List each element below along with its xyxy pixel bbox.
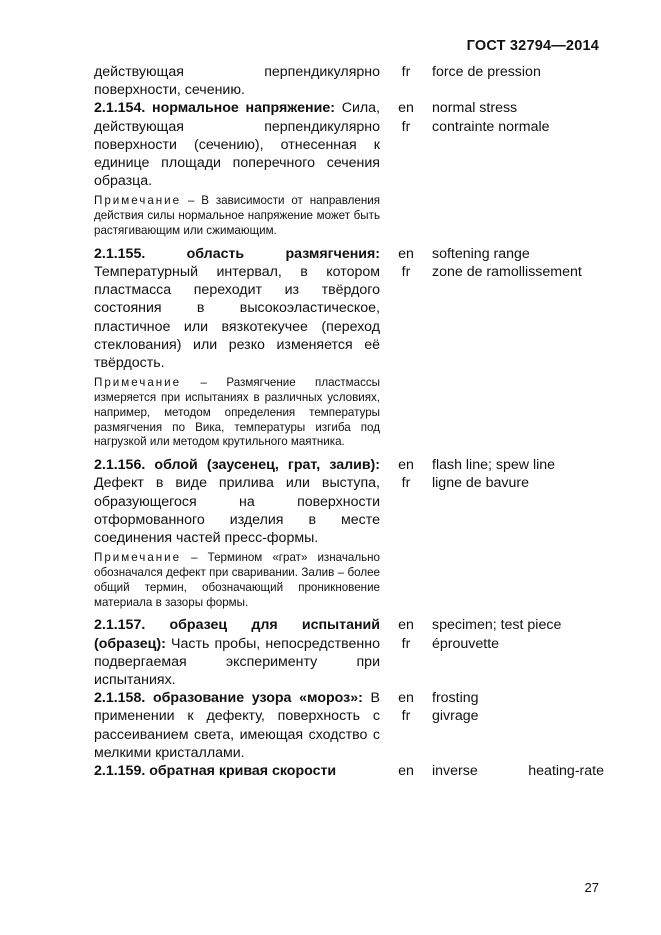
lang-code: fr — [401, 475, 411, 492]
entry-languages — [380, 245, 431, 281]
entry-languages — [380, 63, 431, 81]
term-entry — [94, 762, 604, 780]
equivalent-term: ligne de bavure — [432, 475, 530, 492]
note-text: – Термином «грат» изначально обозначался дефект при сваривании. Залив – более общий термин, обозначающий проникновение материала в зазоры формы. — [94, 551, 380, 609]
term-entry — [94, 245, 604, 372]
entry-definition-cell — [94, 762, 380, 780]
entry-definition-cell — [94, 456, 380, 547]
entry-equivalents — [431, 456, 604, 492]
entry-definition: действующая перпендикулярно поверхности, сечению. — [94, 64, 380, 99]
equivalent-term: force de pression — [432, 64, 541, 80]
term-entry — [94, 63, 604, 99]
term-entry — [94, 616, 604, 689]
entry-number: 2.1.154. — [94, 100, 146, 117]
lang-code: en — [398, 617, 414, 634]
entry-number: 2.1.156. — [94, 457, 146, 474]
entry-note — [94, 194, 380, 238]
entry-definition: Температурный интервал, в котором пластмасса переходит из твёрдого состояния в высокоэластическое, пластичное или вязкотекучее (переход стеклования) или резко изменяется её твёрдость. — [94, 264, 380, 372]
entry-note — [94, 551, 380, 610]
equivalent-term: zone de ramollissement — [432, 264, 582, 281]
entry-definition-cell — [94, 245, 380, 372]
lang-code: en — [398, 245, 414, 262]
lang-code: fr — [401, 708, 411, 725]
equivalent-term: frosting — [432, 690, 479, 707]
entry-definition: Сила, действующая перпендикулярно поверхности (сечению), отнесенная к единице площади поперечного сечения образца. — [94, 100, 380, 190]
entry-number: 2.1.155. — [94, 245, 146, 262]
note-text: – В зависимости от направления действия силы нормальное напряжение может быть растягивающим или сжимающим. — [94, 194, 380, 238]
entry-definition-cell — [94, 689, 380, 762]
note-text: – Размягчение пластмассы измеряется при испытаниях в различных условиях, например, методом определения температуры размягчения по Вика, температуры изгиба под нагрузкой или методом крутильного маятника. — [94, 376, 380, 449]
entry-term: обратная кривая скорости — [149, 763, 337, 780]
entry-languages — [380, 762, 431, 780]
term-entry — [94, 456, 604, 547]
entry-equivalents — [431, 616, 604, 652]
entry-languages — [380, 616, 431, 652]
lang-code: en — [398, 100, 414, 117]
equivalent-term: contrainte normale — [432, 118, 550, 135]
lang-code: en — [398, 763, 414, 780]
equivalent-term: inverse heating-rate — [432, 763, 604, 780]
entry-term: облой (заусенец, грат, залив): — [154, 457, 380, 474]
lang-code: fr — [401, 635, 411, 652]
entry-equivalents — [431, 63, 604, 81]
lang-code: fr — [401, 118, 411, 135]
note-label: Примечание — [94, 551, 182, 565]
entry-equivalents — [431, 245, 604, 281]
equivalent-term: éprouvette — [432, 635, 500, 652]
page-number: 27 — [584, 880, 599, 895]
document-header: ГОСТ 32794—2014 — [466, 38, 599, 54]
terms-list — [94, 63, 604, 780]
entry-equivalents — [431, 689, 604, 725]
entry-term: область размягчения: — [186, 245, 380, 262]
term-entry — [94, 689, 604, 762]
equivalent-term: normal stress — [432, 100, 518, 117]
entry-languages — [380, 689, 431, 725]
entry-definition-cell — [94, 99, 380, 190]
entry-equivalents — [431, 99, 604, 135]
entry-term: образец для испытаний (образец): — [94, 617, 380, 652]
equivalent-term: flash line; spew line — [432, 457, 556, 474]
entry-number: 2.1.157. — [94, 617, 146, 634]
term-entry — [94, 99, 604, 190]
entry-number: 2.1.158. — [94, 690, 146, 707]
entry-number: 2.1.159. — [94, 763, 146, 780]
equivalent-term: specimen; test piece — [432, 617, 562, 634]
entry-definition-cell — [94, 63, 380, 99]
entry-definition: Дефект в виде прилива или выступа, образующегося на поверхности отформованного изделия в месте соединения частей пресс-формы. — [94, 475, 380, 547]
lang-code: fr — [401, 64, 411, 80]
entry-note — [94, 376, 380, 450]
entry-term: нормальное напряжение: — [152, 100, 335, 117]
entry-equivalents — [431, 762, 604, 780]
entry-definition: Часть пробы, непосредственно подвергаемая эксперименту при испытаниях. — [94, 635, 380, 689]
equivalent-term: softening range — [432, 245, 530, 262]
note-label: Примечание — [94, 194, 182, 208]
entry-languages — [380, 99, 431, 135]
entry-term: образование узора «мороз»: — [152, 690, 363, 707]
entry-languages — [380, 456, 431, 492]
lang-code: fr — [401, 264, 411, 281]
note-label: Примечание — [94, 376, 182, 390]
equivalent-term: givrage — [432, 708, 479, 725]
lang-code: en — [398, 690, 414, 707]
entry-definition: В применении к дефекту, поверхность с рассеиванием света, имеющая сходство с мелкими кристаллами. — [94, 690, 380, 761]
entry-definition-cell — [94, 616, 380, 689]
lang-code: en — [398, 457, 414, 474]
